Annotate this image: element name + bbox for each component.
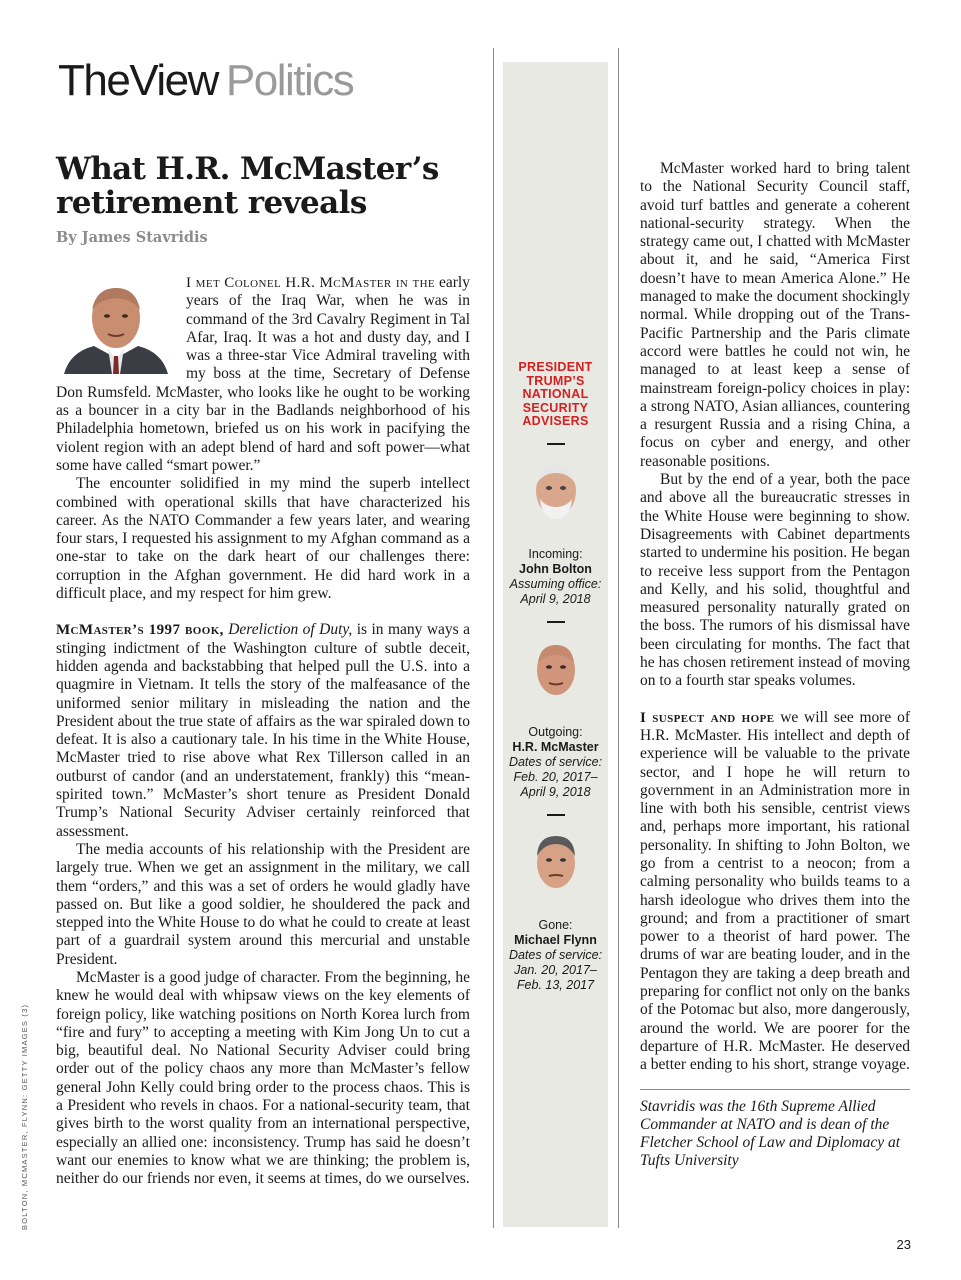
divider xyxy=(547,621,565,623)
headline: What H.R. McMaster’s retirement reveals xyxy=(56,151,439,221)
bolton-photo xyxy=(528,461,584,521)
sidebar xyxy=(503,62,608,1227)
adviser-dates: April 9, 2018 xyxy=(520,591,591,606)
byline: By James Stavridis xyxy=(56,229,208,246)
adviser-dates: Jan. 20, 2017– Feb. 13, 2017 xyxy=(514,962,597,992)
paragraph-3: is in many ways a stinging indictment of the Washington culture of subtle deceit, hidden agenda and backstabbing that helped pull the U.S. into a quagmire in Vietnam. It tells the story of the malfeasance of the uniformed senior military in misleading the nation and the President about the true state of affairs as the war spiraled down to defeat. It is also a cautionary tale. In his time in the White House, McMaster tried to rise above what Rex Tillerson called in an outburst of candor (and an understatement, frankly) this “mean-spirited town.” McMaster’s short tenure as President Donald Trump’s National Security Adviser certainly reinforced that assessment. xyxy=(56,621,470,840)
adviser-name: Michael Flynn xyxy=(514,932,597,947)
adviser-status: Gone: xyxy=(538,917,573,932)
paragraph-7: But by the end of a year, both the pace and above all the bureaucratic stresses in the White House were beginning to show. Disagreements with Cabinet departments started to undermine his position. He began to receive less support from the Pentagon and Kelly, and his solid, thoughtful and measured personality naturally grated on the boss. The rumors of his dismissal have been circulating for months. The fact that he has chosen retirement instead of moving on to a fourth star speaks volumes. xyxy=(640,471,910,690)
page-number: 23 xyxy=(896,1237,911,1252)
adviser-name: H.R. McMaster xyxy=(512,739,599,754)
paragraph-4: The media accounts of his relationship with the President are largely true. When we get an assignment in the military, we call them “orders,” and this was a set of orders he would gladly have passed on. But like a good soldier, he shouldered the pack and stepped into the White House to do what he could to create at least part of a guardrail system around this mercurial and unstable President. xyxy=(56,840,470,968)
adviser-dates-label: Dates of service: xyxy=(508,754,603,769)
paragraph-8: we will see more of H.R. McMaster. His intellect and depth of experience will be valuable to the private sector, and I hope he will return to government in an Administration more in line with both his sensible, centrist views and, perhaps more important, his rational personality. In shifting to John Bolton, we go from a centrist to a neocon; from a calming personality who builds teams to a harsh ideologue who drives them into the ground; and from a practitioner of smart power to a theorist of hard power. The drums of war are beating louder, and in the Pentagon they are taking a deep breath and preparing for conflict not only on the banks of the Potomac but also, more dangerously, around the world. We are poorer for the departure of H.R. McMaster. He deserved a better ending to his short, strange voyage. xyxy=(640,708,910,1074)
paragraph-1: early years of the Iraq War, when he was in command of the 3rd Cavalry Regiment in Tal Afar, Iraq. It was a hot and dusty day, and I was a three-star Vice Admiral traveling with my boss at the time, Secretary of Defense Don Rumsfeld. McMaster, who looks like he ought to be working as a bouncer in a city bar in the Badlands neighborhood of his Philadelphia hometown, briefed us on his work in pacifying the violent region with an adept blend of hard and soft power—what some have called “smart power.” xyxy=(56,274,470,474)
adviser-dates-label: Dates of service: xyxy=(508,947,603,962)
advisers-list xyxy=(503,361,608,993)
divider xyxy=(547,814,565,816)
paragraph-6: McMaster worked hard to bring talent to the National Security Council staff, avoid turf battles and generate a coherent national-security strategy. When the strategy came out, I chatted with McMaster about it, and he said, “America First doesn’t have to mean America Alone.” He managed to make the document shockingly normal. While dropping out of the Trans-Pacific Partnership and the Paris climate accord were battles he could not win, he managed to at least keep a sense of mainstream foreign-policy choices in play: a strong NATO, Asian alliances, countering a resurgent Russia and a rising China, a focus on cyber and energy, and other reasonable positions. xyxy=(640,160,910,470)
author-photo xyxy=(56,276,176,374)
section-header xyxy=(58,56,353,106)
flynn-photo xyxy=(528,832,584,892)
paragraph-2: The encounter solidified in my mind the superb intellect combined with operational skills that have characterized his career. As the NATO Commander a few years later, and wearing four stars, I requested his assignment to my Afghan command as a one-star to take on the dark heart of our challenges there: corruption in the Afghan government. He did hard work in a difficult place, and my respect for him grew. xyxy=(56,475,470,603)
column-divider-right xyxy=(618,48,619,1228)
adviser-dates-label: Assuming office: xyxy=(509,576,602,591)
book-title: Dereliction of Duty, xyxy=(228,621,353,639)
lead-in: I met Colonel H.R. McMaster in the xyxy=(186,275,436,291)
lead-in-2: McMaster’s 1997 book, xyxy=(56,622,224,639)
article-body-left xyxy=(56,274,470,1189)
paragraph-5: McMaster is a good judge of character. From the beginning, he knew he would deal with whipsaw views on the key elements of foreign policy, like watching positions on North Korea lurch from “fire and fury” to accepting a meeting with Kim Jong Un to cut a big, beautiful deal. No National Security Adviser could bring order out of the policy chaos any more than McMaster’s fellow general John Kelly could bring order to the process chaos. This is a President who revels in chaos. For a national-security team, that gives birth to the worst quality from an international perspective, especially an allied one: inconsistency. Trump has said he doesn’t want our enemies to know what we are thinking; the problem is, neither do our friends nor even, it seems at times, do we ourselves. xyxy=(56,968,470,1188)
right-column xyxy=(640,160,910,1171)
divider xyxy=(547,443,565,445)
mcmaster-photo xyxy=(528,639,584,699)
article-body-right xyxy=(640,160,910,1075)
sidebar-title: PRESIDENT TRUMP’S NATIONAL SECURITY ADVISERS xyxy=(518,360,593,428)
author-bio: Stavridis was the 16th Supreme Allied Commander at NATO and is dean of the Fletcher School of Law and Diplomacy at Tufts University xyxy=(640,1097,901,1170)
adviser-name: John Bolton xyxy=(519,561,592,576)
left-column xyxy=(56,152,470,1189)
lead-in-3: I suspect and hope xyxy=(640,709,775,726)
bio-divider xyxy=(640,1089,910,1090)
section-title: TheView xyxy=(58,56,218,105)
photo-credit: BOLTON, MCMASTER, FLYNN: GETTY IMAGES (3) xyxy=(20,1003,29,1230)
adviser-status: Outgoing: xyxy=(528,724,583,739)
column-divider-left xyxy=(493,48,494,1228)
adviser-dates: Feb. 20, 2017– April 9, 2018 xyxy=(513,769,598,799)
adviser-status: Incoming: xyxy=(528,546,583,561)
section-subtitle: Politics xyxy=(225,56,354,105)
